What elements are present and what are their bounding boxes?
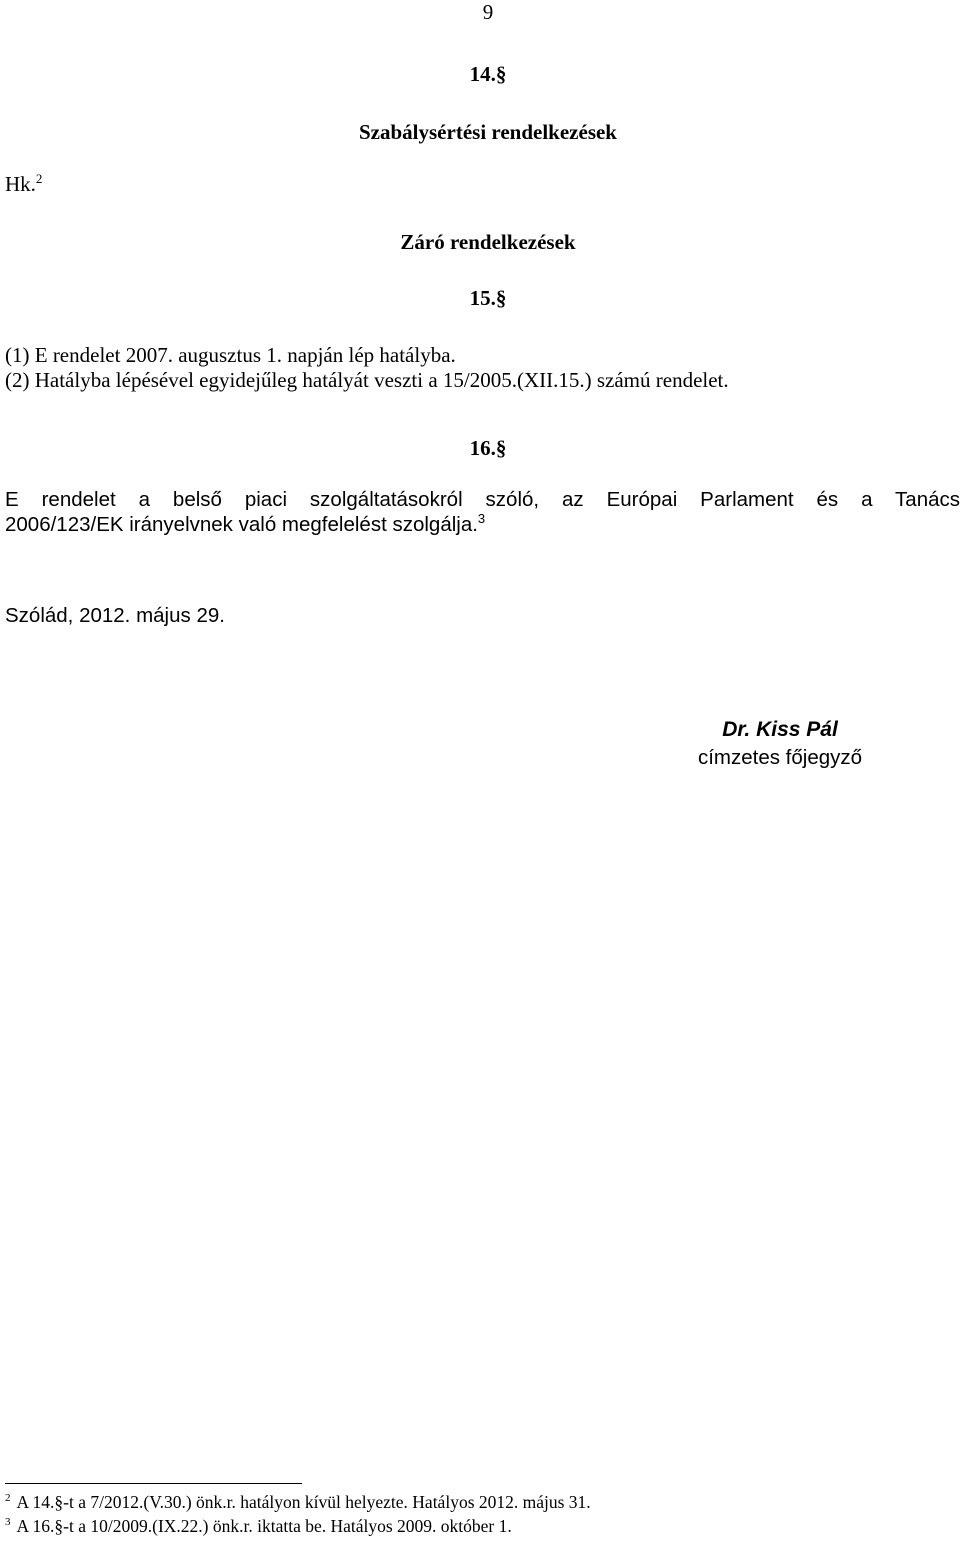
closing-provisions-heading: Záró rendelkezések	[400, 230, 576, 254]
footnote-2-number: 2	[5, 1492, 11, 1505]
section-14-body-text: Hk.	[5, 172, 36, 196]
signatory-name: Dr. Kiss Pál	[722, 718, 838, 741]
footnote-ref-2[interactable]: 2	[35, 171, 43, 186]
section-16-line-2	[5, 510, 960, 538]
footnote-3-number: 3	[5, 1516, 11, 1529]
section-14-heading: Szabálysértési rendelkezések	[359, 120, 617, 144]
place-and-date: Szólád, 2012. május 29.	[5, 604, 225, 627]
page-number: 9	[482, 0, 494, 24]
section-15-title: 15.§	[469, 286, 507, 310]
section-15-paragraph-2: (2) Hatályba lépésével egyidejűleg hatályát veszti a 15/2005.(XII.15.) számú rendelet.	[5, 368, 729, 392]
section-14-title: 14.§	[469, 62, 507, 86]
section-15-paragraph-1: (1) E rendelet 2007. augusztus 1. napján lép hatályba.	[5, 343, 456, 367]
footnote-2-text: A 14.§-t a 7/2012.(V.30.) önk.r. hatályon kívül helyezte. Hatályos 2012. május 31.	[16, 1492, 591, 1512]
signatory-title: címzetes főjegyző	[697, 746, 863, 769]
section-16-line-2-text: 2006/123/EK irányelvnek való megfelelést szolgálja.	[5, 512, 478, 536]
section-16-line-1: E rendelet a belső piaci szolgáltatásokról szóló, az Európai Parlament és a Tanács	[5, 488, 960, 511]
section-16-body	[5, 488, 960, 537]
footnote-2	[5, 1492, 591, 1513]
section-16-title: 16.§	[469, 436, 507, 460]
footnote-separator	[5, 1483, 302, 1484]
footnote-3	[5, 1516, 512, 1537]
footnote-ref-3[interactable]: 3	[477, 510, 486, 526]
footnote-3-text: A 16.§-t a 10/2009.(IX.22.) önk.r. iktatta be. Hatályos 2009. október 1.	[16, 1516, 512, 1536]
section-14-body	[5, 172, 42, 197]
